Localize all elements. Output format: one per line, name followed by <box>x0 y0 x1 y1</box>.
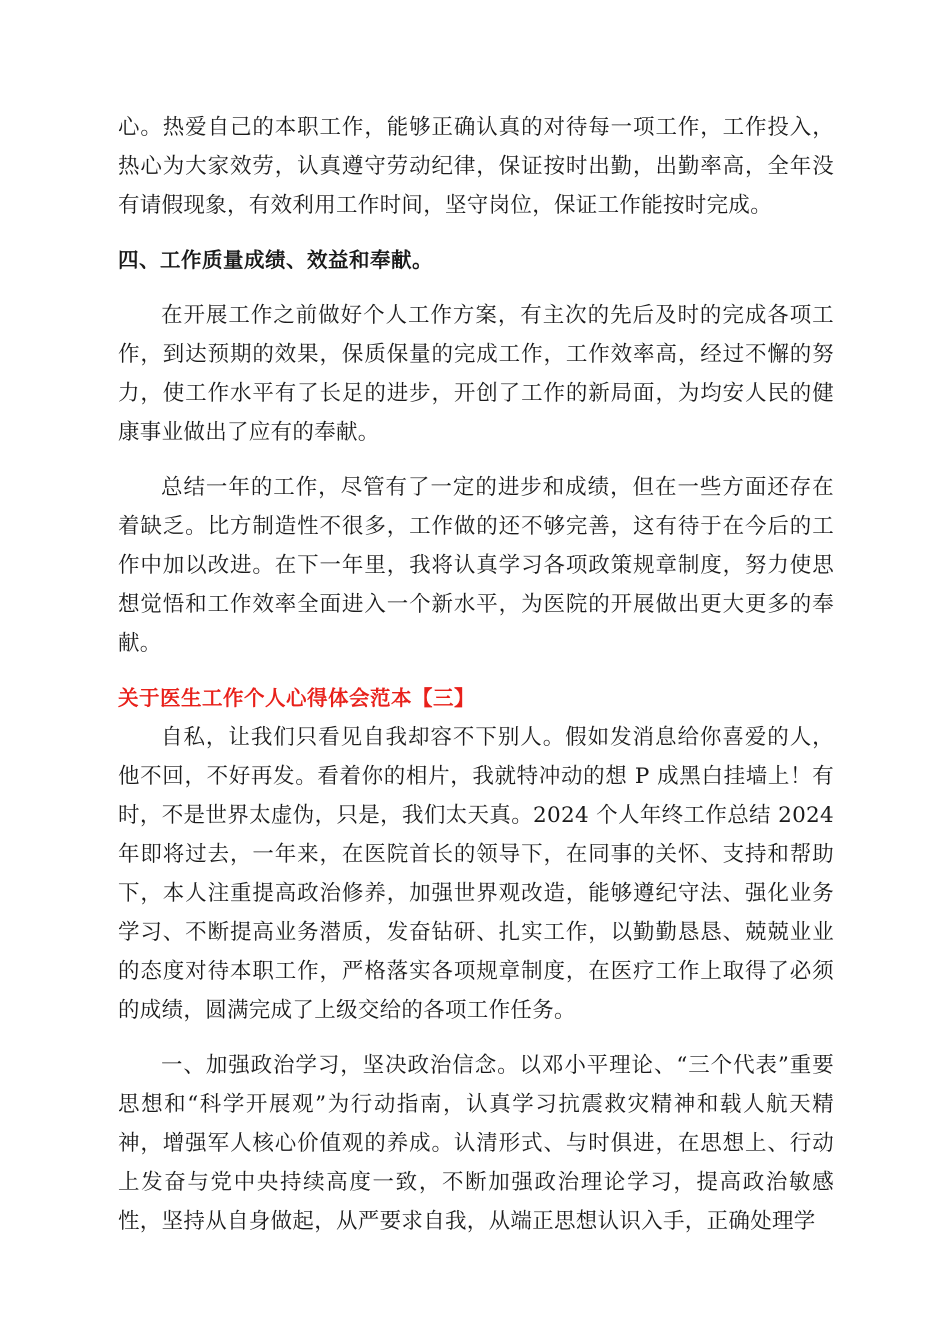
section-heading-4: 四、工作质量成绩、效益和奉献。 <box>118 248 433 272</box>
paragraph-2: 在开展工作之前做好个人工作方案，有主次的先后及时的完成各项工作，到达预期的效果，保质保量的完成工作，工作效率高，经过不懈的努力，使工作水平有了长足的进步，开创了工作的新局面，为均安人民的健康事业做出了应有的奉献。 <box>118 303 834 445</box>
article-title-3: 关于医生工作个人心得体会范本【三】 <box>118 686 475 710</box>
document-page <box>118 108 834 1241</box>
paragraph-1: 心。热爱自己的本职工作，能够正确认真的对待每一项工作，工作投入，热心为大家效劳，认真遵守劳动纪律，保证按时出勤，出勤率高，全年没有请假现象，有效利用工作时间，坚守岗位，保证工作能按时完成。 <box>118 115 834 218</box>
paragraph-3: 总结一年的工作，尽管有了一定的进步和成绩，但在一些方面还存在着缺乏。比方制造性不很多，工作做的还不够完善，这有待于在今后的工作中加以改进。在下一年里，我将认真学习各项政策规章制度，努力使思想觉悟和工作效率全面进入一个新水平，为医院的开展做出更大更多的奉献。 <box>118 475 834 656</box>
paragraph-5: 一、加强政治学习，坚决政治信念。以邓小平理论、“三个代表”重要思想和“科学开展观”为行动指南，认真学习抗震救灾精神和载人航天精神，增强军人核心价值观的养成。认清形式、与时俱进，在思想上、行动上发奋与党中央持续高度一致，不断加强政治理论学习，提高政治敏感性，坚持从自身做起，从严要求自我，从端正思想认识入手，正确处理学 <box>118 1053 834 1234</box>
paragraph-4: 自私，让我们只看见自我却容不下别人。假如发消息给你喜爱的人，他不回，不好再发。看着你的相片，我就特冲动的想 P 成黑白挂墙上！有时，不是世界太虚伪，只是，我们太天真。2024 个人年终工作总结 2024 年即将过去，一年来，在医院首长的领导下，在同事的关怀、支持和帮助下，本人注重提高政治修养，加强世界观改造，能够遵纪守法、强化业务学习、不断提高业务潜质，发奋钻研、扎实工作，以勤勤恳恳、兢兢业业的态度对待本职工作，严格落实各项规章制度，在医疗工作上取得了必须的成绩，圆满完成了上级交给的各项工作任务。 <box>118 725 834 1023</box>
